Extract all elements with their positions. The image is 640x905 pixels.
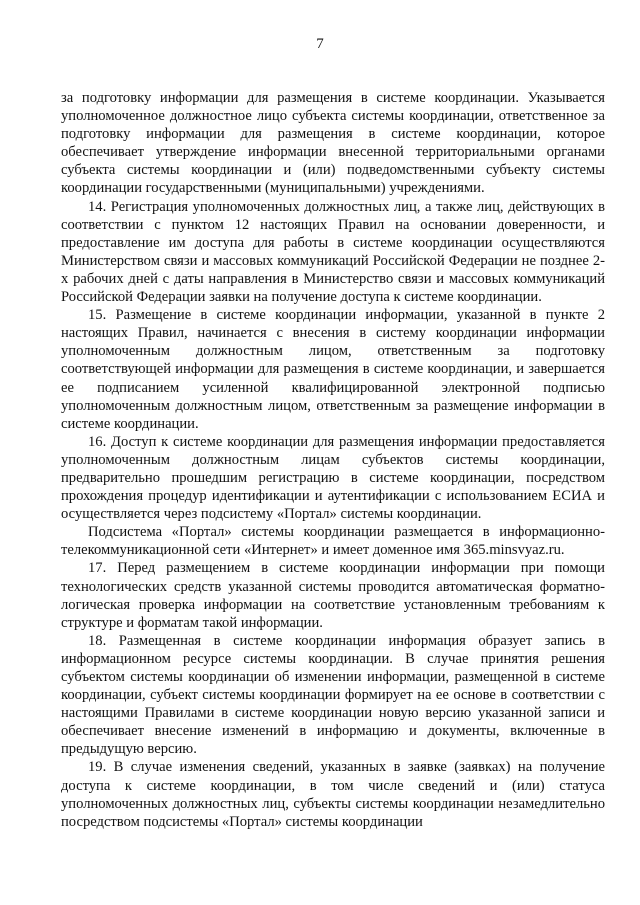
page-number: 7 <box>316 36 324 52</box>
paragraph-19-changes: 19. В случае изменения сведений, указанных в заявке (заявках) на получение доступа к системе координации, в том числе сведений и (или) статуса уполномоченных должностных лиц, субъекты системы координации незамедлительно посредством подсистемы «Портал» системы координации <box>61 759 605 830</box>
document-body <box>61 89 605 831</box>
paragraph-16-access: 16. Доступ к системе координации для размещения информации предоставляется уполномоченным должностным лицам субъектов системы координации, предварительно прошедшим регистрацию в системе координации, посредством прохождения процедур идентификации и аутентификации с использованием ЕСИА и осуществляется через подсистему «Портал» системы координации. <box>61 433 605 523</box>
paragraph-portal-subsystem: Подсистема «Портал» системы координации размещается в информационно-телекоммуникационной сети «Интернет» и имеет доменное имя 365.minsvyaz.ru. <box>61 524 605 559</box>
paragraph-continuation: за подготовку информации для размещения в системе координации. Указывается уполномоченное должностное лицо субъекта системы координации, ответственное за подготовку информации для размещения в системе координации, которое обеспечивает утверждение информации внесенной территориальными органами субъекта системы координации и (или) подведомственными субъекту системы координации государственными (муниципальными) учреждениями. <box>61 90 605 197</box>
paragraph-17-format-check: 17. Перед размещением в системе координации информации при помощи технологических средств указанной системы проводится автоматическая форматно-логическая проверка информации на соответствие установленным требованиям к структуре и форматам такой информации. <box>61 560 605 631</box>
paragraph-14-registration: 14. Регистрация уполномоченных должностных лиц, а также лиц, действующих в соответствии с пунктом 12 настоящих Правил на основании доверенности, и предоставление им доступа для работы в системе координации осуществляются Министерством связи и массовых коммуникаций Российской Федерации не позднее 2-х рабочих дней с даты направления в Министерство связи и массовых коммуникаций Российской Федерации заявки на получение доступа к системе координации. <box>61 198 605 306</box>
paragraph-18-record: 18. Размещенная в системе координации информация образует запись в информационном ресурсе системы координации. В случае принятия решения субъектом системы координации об изменении информации, размещенной в системе координации, субъект системы координации формирует на ее основе в соответствии с настоящими Правилами в системе координации новую версию указанной записи и обеспечивает внесение изменений в информацию и документы, включенные в предыдущую версию. <box>61 632 605 758</box>
paragraph-15-placement: 15. Размещение в системе координации информации, указанной в пункте 2 настоящих Правил, начинается с внесения в систему координации информации уполномоченным должностным лицом, ответственным за подготовку соответствующей информации для размещения в системе координации, и завершается ее подписанием усиленной квалифицированной электронной подписью уполномоченным должностным лицом, ответственным за размещение информации в системе координации. <box>61 307 605 432</box>
